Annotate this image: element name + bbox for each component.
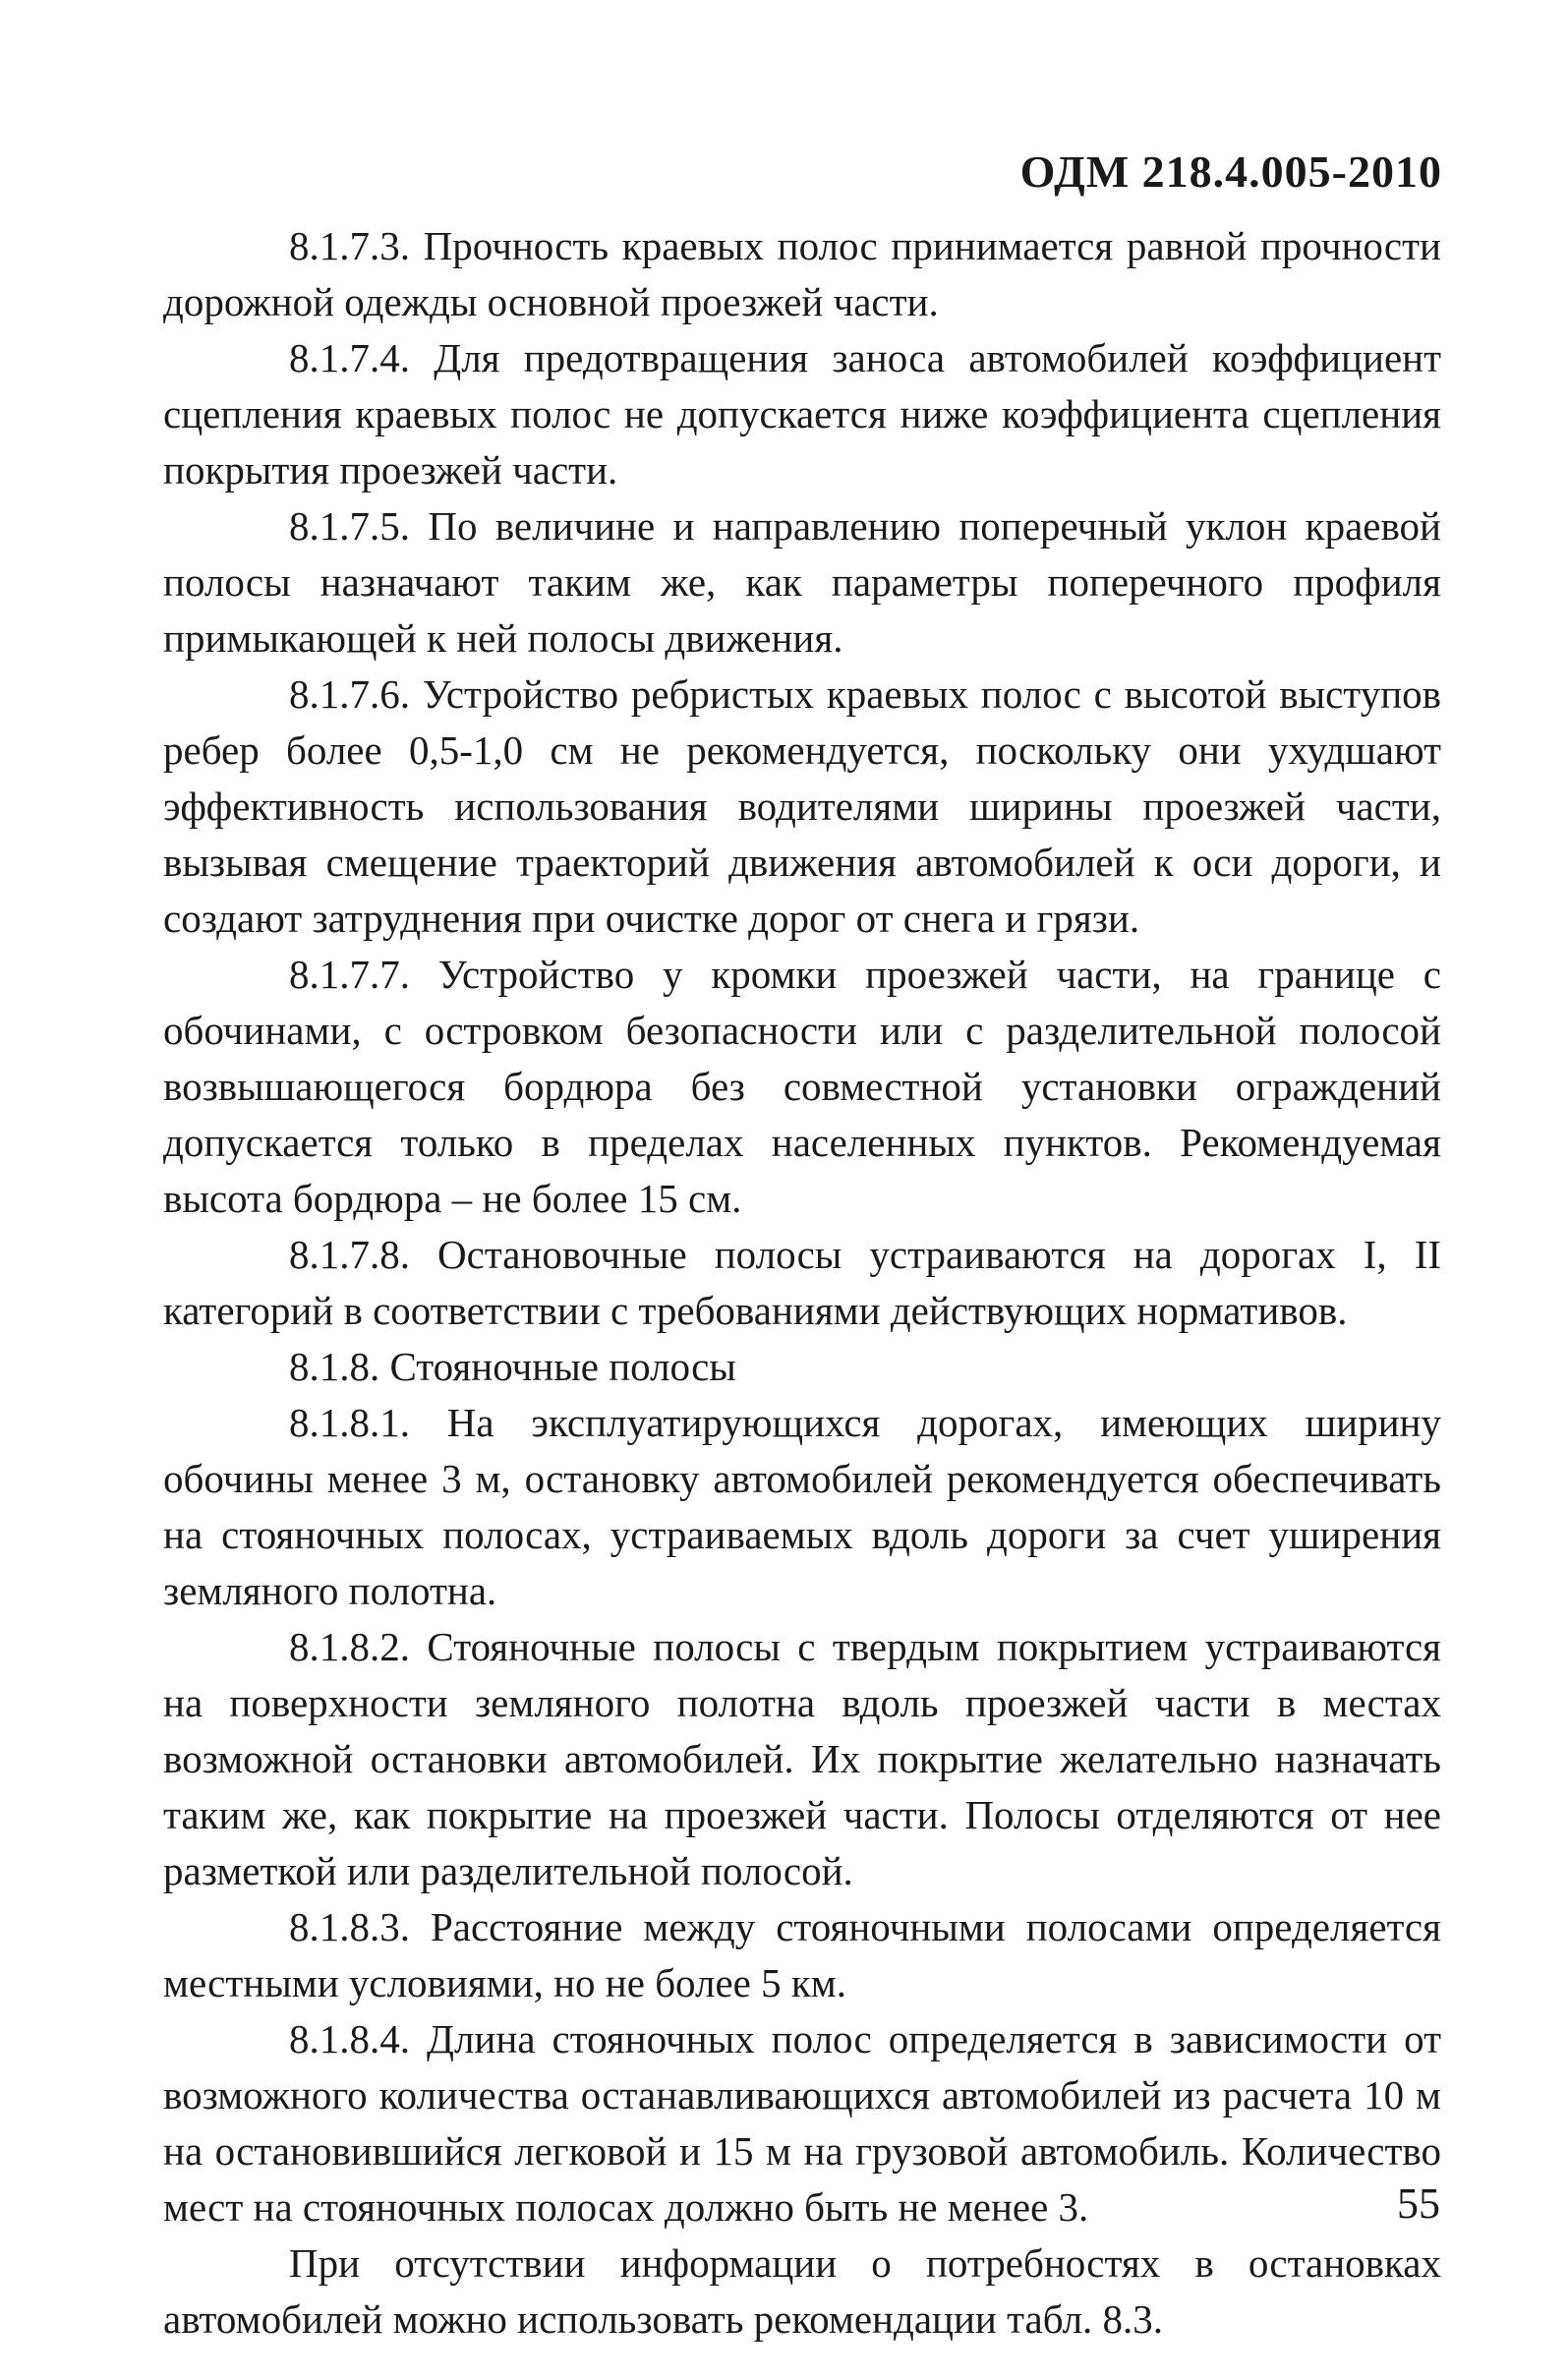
paragraph-8-1-7-3: 8.1.7.3. Прочность краевых полос принимается равной прочности дорожной одежды основной проезжей части.: [163, 223, 1441, 324]
section-heading-8-1-8: 8.1.8. Стояночные полосы: [289, 1344, 736, 1389]
paragraph-8-1-8-4: 8.1.8.4. Длина стояночных полос определяется в зависимости от возможного количества останавливающихся автомобилей из расчета 10 м на остановившийся легковой и 15 м на грузовой автомобиль. Количество мест на стояночных полосах должно быть не менее 3.: [163, 2016, 1441, 2230]
paragraph-8-1-8-1: 8.1.8.1. На эксплуатирующихся дорогах, имеющих ширину обочины менее 3 м, остановку автомобилей рекомендуется обеспечивать на стояночных полосах, устраиваемых вдоль дороги за счет уширения земляного полотна.: [163, 1400, 1441, 1613]
document-code-header: ОДМ 218.4.005-2010: [1019, 146, 1442, 197]
paragraph-table-reference: При отсутствии информации о потребностях в остановках автомобилей можно использовать рекомендации табл. 8.3.: [163, 2240, 1441, 2342]
paragraph-8-1-7-4: 8.1.7.4. Для предотвращения заноса автомобилей коэффициент сцепления краевых полос не допускается ниже коэффициента сцепления покрытия проезжей части.: [163, 335, 1441, 493]
paragraph-8-1-7-8: 8.1.7.8. Остановочные полосы устраиваются на дорогах I, II категорий в соответствии с требованиями действующих нормативов.: [163, 1232, 1441, 1333]
paragraph-8-1-7-5: 8.1.7.5. По величине и направлению поперечный уклон краевой полосы назначают таким же, как параметры поперечного профиля примыкающей к ней полосы движения.: [163, 503, 1441, 661]
paragraph-8-1-7-6: 8.1.7.6. Устройство ребристых краевых полос с высотой выступов ребер более 0,5-1,0 см не рекомендуется, поскольку они ухудшают эффективность использования водителями ширины проезжей части, вызывая смещение траекторий движения автомобилей к оси дороги, и создают затруднения при очистке дорог от снега и грязи.: [163, 671, 1441, 941]
paragraph-8-1-8-2: 8.1.8.2. Стояночные полосы с твердым покрытием устраиваются на поверхности земляного полотна вдоль проезжей части в местах возможной остановки автомобилей. Их покрытие желательно назначать таким же, как покрытие на проезжей части. Полосы отделяются от нее разметкой или разделительной полосой.: [163, 1624, 1441, 1893]
page-number: 55: [1397, 2179, 1440, 2228]
paragraph-8-1-7-7: 8.1.7.7. Устройство у кромки проезжей части, на границе с обочинами, с островком безопасности или с разделительной полосой возвышающегося бордюра без совместной установки ограждений допускается только в пределах населенных пунктов. Рекомендуемая высота бордюра – не более 15 см.: [163, 952, 1441, 1221]
paragraph-8-1-8-3: 8.1.8.3. Расстояние между стояночными полосами определяется местными условиями, но не более 5 км.: [163, 1904, 1441, 2005]
document-body: [163, 218, 1441, 2348]
